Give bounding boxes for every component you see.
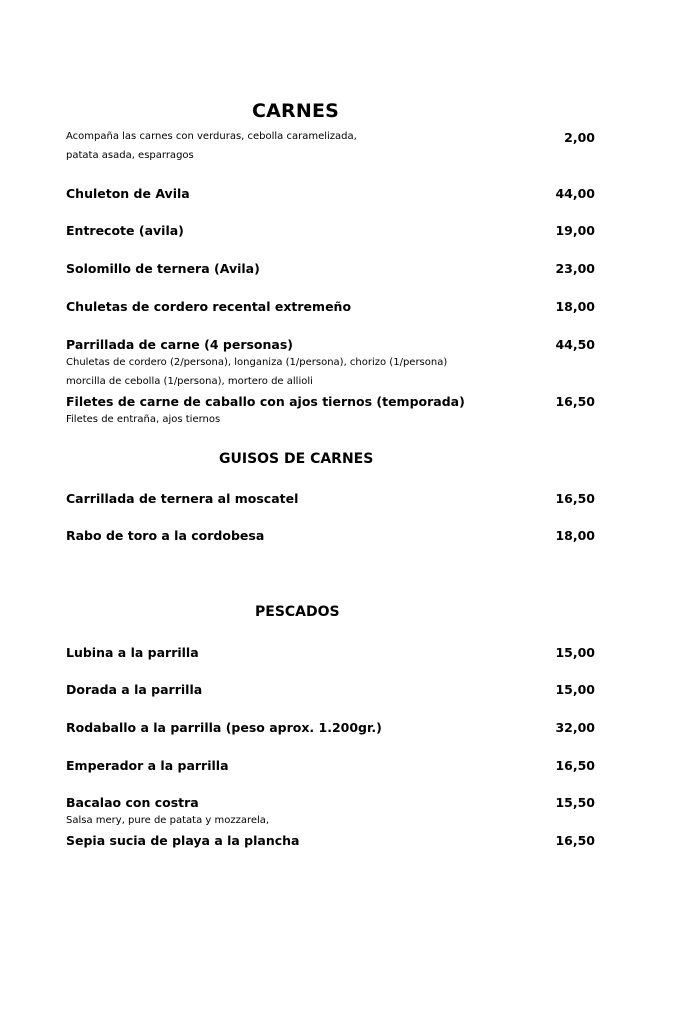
- menu-item-name: Chuletas de cordero recental extremeño: [66, 299, 352, 314]
- menu-item-price: 16,50: [555, 833, 595, 848]
- section-title-pescados: PESCADOS: [255, 604, 340, 620]
- menu-item-price: 16,50: [555, 758, 595, 773]
- menu-item-price: 15,00: [555, 645, 595, 660]
- menu-item-price: 18,00: [555, 299, 595, 314]
- menu-item-name: Chuleton de Avila: [66, 186, 190, 201]
- menu-item-price: 16,50: [555, 394, 595, 409]
- carnes-side-note-line1: Acompaña las carnes con verduras, cebolla caramelizada,: [66, 131, 357, 142]
- section-title-guisos: GUISOS DE CARNES: [219, 451, 374, 467]
- menu-item-price: 15,00: [555, 682, 595, 697]
- carnes-side-note-line2: patata asada, esparragos: [66, 150, 194, 161]
- menu-item-name: Entrecote (avila): [66, 223, 184, 238]
- menu-item-name: Filetes de carne de caballo con ajos tiernos (temporada): [66, 394, 465, 409]
- menu-item-price: 15,50: [555, 795, 595, 810]
- menu-item-name: Parrillada de carne (4 personas): [66, 337, 293, 352]
- menu-item-name: Solomillo de ternera (Avila): [66, 261, 260, 276]
- menu-item-name: Rodaballo a la parrilla (peso aprox. 1.200gr.): [66, 720, 382, 735]
- menu-item-name: Bacalao con costra: [66, 795, 199, 810]
- menu-item-description: Filetes de entraña, ajos tiernos: [66, 414, 221, 425]
- menu-item-price: 44,00: [555, 186, 595, 201]
- menu-item-description: Chuletas de cordero (2/persona), longaniza (1/persona), chorizo (1/persona): [66, 357, 448, 368]
- section-title-carnes: CARNES: [252, 100, 340, 122]
- menu-item-name: Lubina a la parrilla: [66, 645, 199, 660]
- menu-item-price: 18,00: [555, 528, 595, 543]
- menu-item-price: 16,50: [555, 491, 595, 506]
- menu-item-name: Dorada a la parrilla: [66, 682, 203, 697]
- menu-item-description: Salsa mery, pure de patata y mozzarela,: [66, 815, 270, 826]
- carnes-side-note-price: 2,00: [564, 130, 595, 145]
- menu-item-price: 32,00: [555, 720, 595, 735]
- menu-item-name: Carrillada de ternera al moscatel: [66, 491, 299, 506]
- menu-item-description: morcilla de cebolla (1/persona), mortero de allioli: [66, 376, 313, 387]
- menu-item-price: 23,00: [555, 261, 595, 276]
- menu-item-name: Sepia sucia de playa a la plancha: [66, 833, 300, 848]
- menu-item-price: 19,00: [555, 223, 595, 238]
- menu-item-price: 44,50: [555, 337, 595, 352]
- menu-item-name: Emperador a la parrilla: [66, 758, 229, 773]
- menu-item-name: Rabo de toro a la cordobesa: [66, 528, 265, 543]
